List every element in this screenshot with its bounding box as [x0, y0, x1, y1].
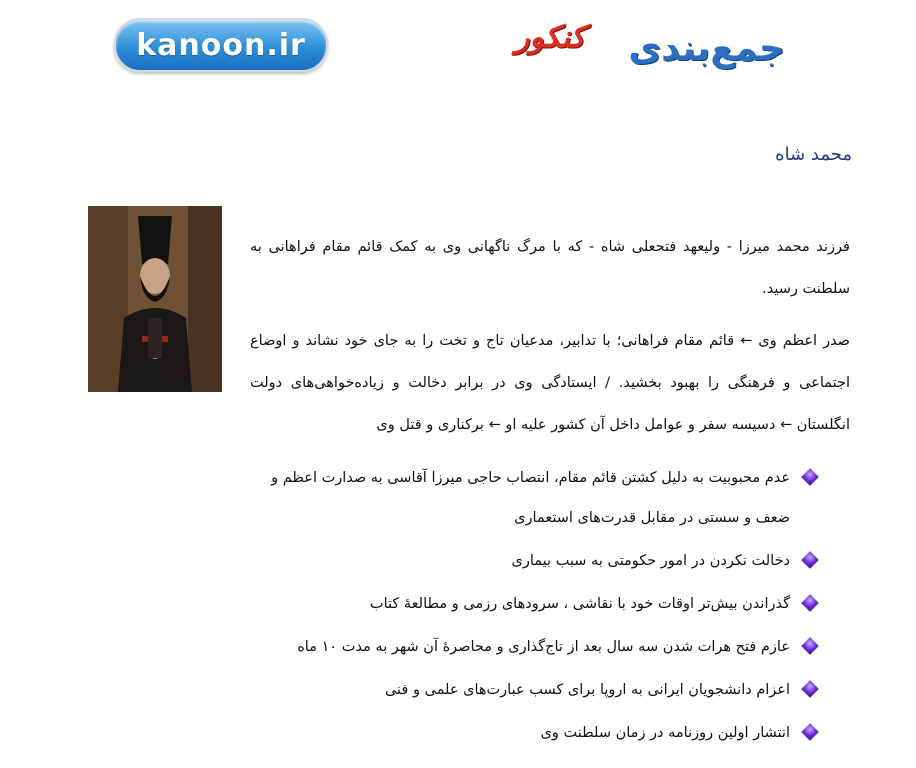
paragraph-intro: فرزند محمد میرزا - ولیعهد فتحعلی شاه - که با مرگ ناگهانی وی به کمک قائم مقام فراهانی به سلطنت رسید.: [250, 239, 850, 297]
purple-diamond-icon: [802, 469, 819, 486]
portrait-illustration: [88, 206, 222, 392]
paragraph-chancellor: صدر اعظم وی ← قائم مقام فراهانی؛ با تدابیر، مدعیان تاج و تخت را به جای خود نشاند و اوضاع اجتماعی و فرهنگی را بهبود بخشید. / ایستادگی وی در برابر دخالت و زیاده‌خواهی‌های دولت انگلستان ← دسیسه سفر و عوامل داخل آن کشور علیه او ← برکناری و قتل وی: [250, 333, 850, 433]
bullet-text: انتشار اولین روزنامه در زمان سلطنت وی: [540, 725, 790, 741]
title-logo-sub: کنکور: [515, 20, 585, 55]
bullet-text: دخالت نکردن در امور حکومتی به سبب بیماری: [511, 553, 790, 569]
bullet-item: [260, 458, 820, 538]
bullet-list: [260, 458, 820, 756]
bullet-text: عازم فتح هرات شدن سه سال بعد از تاج‌گذاری و محاصرهٔ آن شهر به مدت ۱۰ ماه: [297, 639, 790, 655]
purple-diamond-icon: [802, 595, 819, 612]
purple-diamond-icon: [802, 638, 819, 655]
header: [0, 0, 916, 90]
title-logo-main: جمع‌بندی: [628, 28, 785, 69]
title-logo: [515, 18, 785, 78]
bullet-item: [260, 584, 820, 624]
bullet-item: [260, 541, 820, 581]
bullet-item: [260, 670, 820, 710]
kanoon-logo-text: kanoon.ir: [136, 27, 306, 63]
bullet-item: [260, 713, 820, 753]
portrait-image: [88, 206, 222, 392]
bullet-item: [260, 627, 820, 667]
purple-diamond-icon: [802, 552, 819, 569]
bullet-text: گذراندن بیش‌تر اوقات خود با نقاشی ، سرودهای رزمی و مطالعهٔ کتاب: [369, 596, 790, 612]
bullet-text: عدم محبوبیت به دلیل کشتن قائم مقام، انتصاب حاجی میرزا آقاسی به صدارت اعظم و ضعف و سستی در مقابل قدرت‌های استعماری: [271, 470, 790, 526]
kanoon-logo[interactable]: [114, 18, 328, 72]
purple-diamond-icon: [802, 724, 819, 741]
section-title: محمد شاه: [775, 144, 852, 165]
bullet-text: اعزام دانشجویان ایرانی به اروپا برای کسب عبارت‌های علمی و فنی: [384, 682, 790, 698]
purple-diamond-icon: [802, 681, 819, 698]
